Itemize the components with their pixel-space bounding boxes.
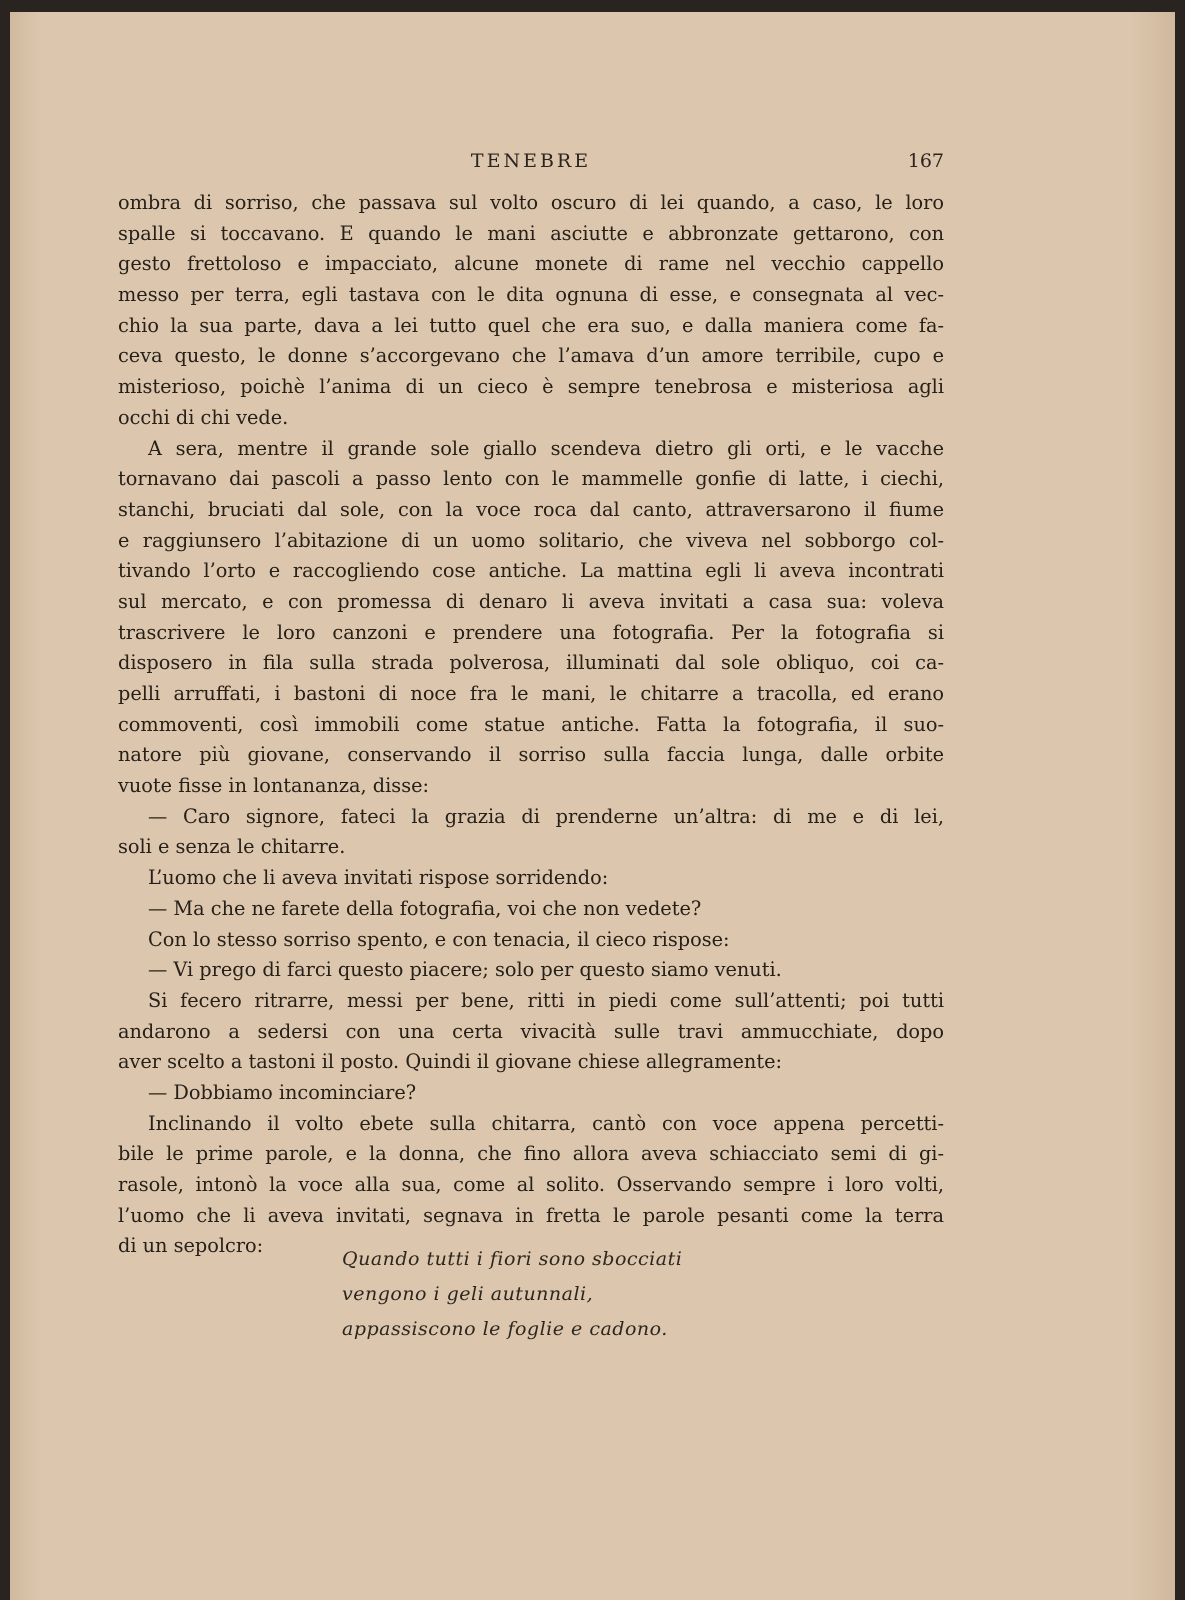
text-line: spalle si toccavano. E quando le mani asciutte e abbronzate gettarono, con (118, 221, 944, 245)
page-number: 167 (907, 150, 944, 172)
text-line: L’uomo che li aveva invitati rispose sorridendo: (148, 866, 609, 890)
text-line: sul mercato, e con promessa di denaro li aveva invitati a casa sua: voleva (118, 589, 944, 613)
text-line: gesto frettoloso e impacciato, alcune monete di rame nel vecchio cappello (118, 252, 944, 276)
text-line: vuote fisse in lontananza, disse: (118, 774, 429, 798)
text-line: natore più giovane, conservando il sorriso sulla faccia lunga, dalle orbite (118, 743, 944, 767)
verse-line: vengono i geli autunnali, (342, 1283, 594, 1305)
text-line: pelli arruffati, i bastoni di noce fra le mani, le chitarre a tracolla, ed erano (118, 682, 944, 705)
text-line: rasole, intonò la voce alla sua, come al solito. Osservando sempre i loro volti, (118, 1173, 944, 1196)
text-line: andarono a sedersi con una certa vivacità sulle travi ammucchiate, dopo (118, 1019, 944, 1043)
text-line: Inclinando il volto ebete sulla chitarra, cantò con voce appena percetti- (148, 1111, 944, 1135)
text-line: — Ma che ne farete della fotografia, voi che non vedete? (148, 896, 702, 920)
text-line: messo per terra, egli tastava con le dita ognuna di esse, e consegnata al vec- (118, 283, 944, 307)
text-line: Si fecero ritrarre, messi per bene, ritti in piedi come sull’attenti; poi tutti (148, 988, 944, 1012)
text-line: — Vi prego di farci questo piacere; solo per questo siamo venuti. (148, 958, 782, 982)
text-line: tivando l’orto e raccogliendo cose antiche. La mattina egli li aveva incontrati (118, 559, 944, 583)
text-line: ombra di sorriso, che passava sul volto oscuro di lei quando, a caso, le loro (118, 191, 944, 214)
text-line: ceva questo, le donne s’accorgevano che l’amava d’un amore terribile, cupo e (118, 344, 944, 368)
text-line: trascrivere le loro canzoni e prendere una fotografia. Per la fotografia si (118, 620, 944, 644)
text-line: occhi di chi vede. (118, 405, 289, 429)
running-title: TENEBRE (470, 150, 592, 172)
text-line: e raggiunsero l’abitazione di un uomo solitario, che viveva nel sobborgo col- (118, 528, 944, 552)
song-verse (342, 1242, 682, 1347)
text-line: commoventi, così immobili come statue antiche. Fatta la fotografia, il suo- (118, 712, 944, 736)
text-line: Con lo stesso sorriso spento, e con tenacia, il cieco rispose: (148, 927, 730, 951)
verse-line: appassiscono le foglie e cadono. (342, 1318, 668, 1340)
text-line: misterioso, poichè l’anima di un cieco è sempre tenebrosa e misteriosa agli (118, 375, 944, 399)
page-header (118, 150, 944, 182)
text-line: di un sepolcro: (118, 1234, 264, 1258)
text-line: stanchi, bruciati dal sole, con la voce roca dal canto, attraversarono il fiume (118, 497, 944, 521)
text-line: soli e senza le chitarre. (118, 835, 346, 859)
text-line: disposero in fila sulla strada polverosa, illuminati dal sole obliquo, coi ca- (118, 651, 944, 675)
text-line: l’uomo che li aveva invitati, segnava in fretta le parole pesanti come la terra (118, 1203, 944, 1227)
text-line: aver scelto a tastoni il posto. Quindi il giovane chiese allegramente: (118, 1050, 782, 1074)
text-line: A sera, mentre il grande sole giallo scendeva dietro gli orti, e le vacche (148, 436, 944, 460)
verse-line: Quando tutti i fiori sono sbocciati (342, 1248, 683, 1270)
text-line: — Caro signore, fateci la grazia di prenderne un’altra: di me e di lei, (148, 804, 944, 828)
body-text (118, 188, 944, 1262)
text-line: — Dobbiamo incominciare? (148, 1080, 417, 1104)
text-line: bile le prime parole, e la donna, che fino allora aveva schiacciato semi di gi- (118, 1142, 944, 1166)
text-line: tornavano dai pascoli a passo lento con le mammelle gonfie di latte, i ciechi, (118, 467, 944, 491)
text-line: chio la sua parte, dava a lei tutto quel che era suo, e dalla maniera come fa- (118, 313, 944, 337)
